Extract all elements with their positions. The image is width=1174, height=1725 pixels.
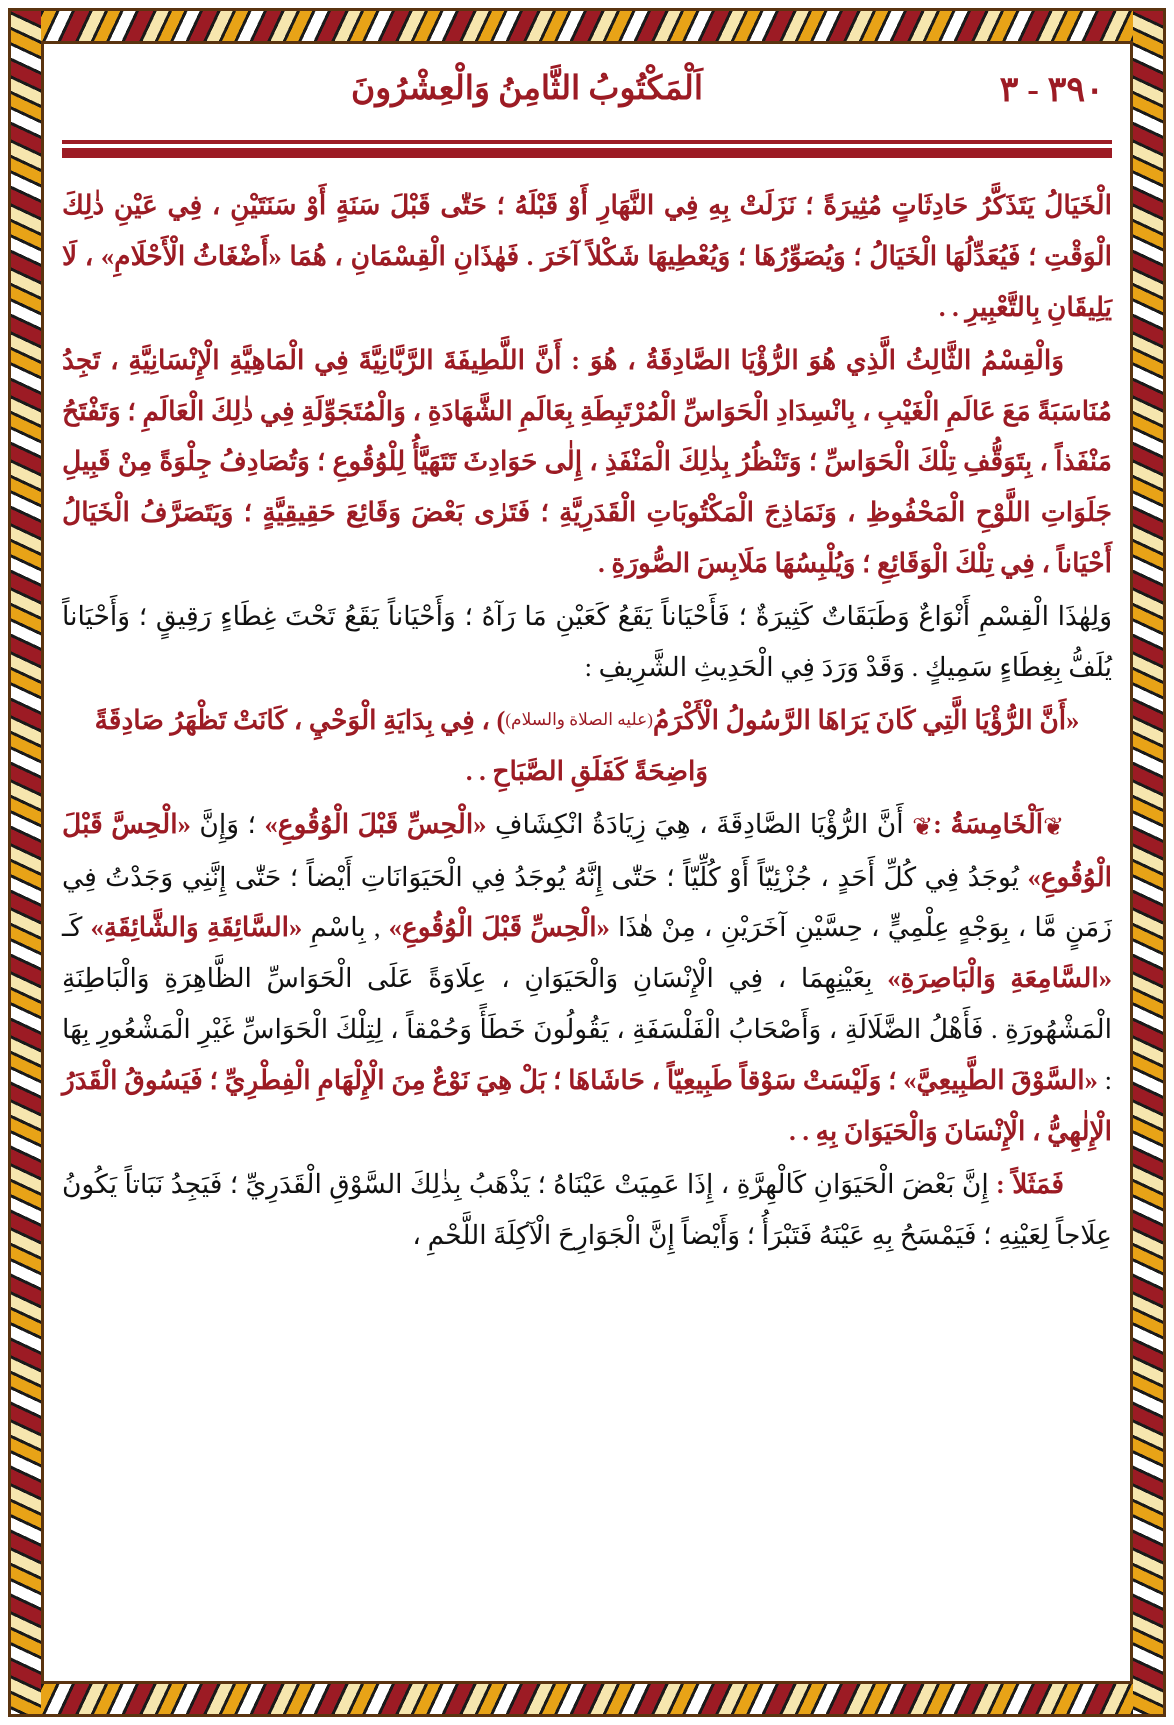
para5-quote-1: «الْحِسِّ قَبْلَ الْوُقُوعِ» — [264, 808, 487, 839]
border-band-left — [11, 11, 41, 1714]
para5-quote-4: «السَّائِقَةِ وَالشَّائِقَةِ» — [90, 912, 303, 943]
body-text — [62, 180, 1112, 1261]
para5-black-3: يُوجَدُ فِي كُلِّ أَحَدٍ ، جُزْئِيّاً أَوْ كُلِّيّاً ؛ حَتّٰى إِنَّهُ يُوجَدُ فِي الْحَيَوَانَاتِ أَيْضاً ؛ حَتّٰى إِنَّنِي وَجَدْتُ فِي زَمَنٍ مَّا ، بِوَجْهٍ عِلْمِيٍّ ، حِسَّيْنِ آخَرَيْنِ ، مِنْ هٰذَا — [62, 861, 1113, 943]
hadith-text-after: ) ، فِي بِدَايَةِ الْوَحْيِ ، كَانَتْ تَظْهَرُ صَادِقَةً وَاضِحَةً كَفَلَقِ الصَّبَاحِ . . — [94, 704, 709, 786]
para5-black-2: ؛ وَإِنَّ — [199, 808, 256, 839]
honorific-sallallahu-icon: (عليه الصلاة والسلام) — [505, 709, 653, 729]
para5-black-5: كَـ — [62, 912, 83, 943]
header-rule-thin — [62, 140, 1112, 144]
paragraph-3 — [62, 591, 1112, 693]
para5-black-4: , بِاسْمِ — [310, 912, 381, 943]
hadith-text-before: «أَنَّ الرُّؤْيَا الَّتِي كَانَ يَرَاهَا الرَّسُولُ الْأَكْرَمُ — [652, 704, 1080, 735]
paragraph-6 — [62, 1159, 1112, 1261]
border-band-bottom — [11, 1684, 1163, 1714]
chapter-title: اَلْمَكْتُوبُ الثَّامِنُ وَالْعِشْرُونَ — [350, 71, 704, 107]
page-content — [62, 58, 1112, 1669]
para5-quote-6: «السَّوْقَ الطَّبِيعِيَّ» ؛ وَلَيْسَتْ سَوْقاً طَبِيعِيّاً ، حَاشَاهَا ؛ بَلْ هِيَ نَوْعٌ مِنَ الْإِلْهَامِ الْفِطْرِيِّ ؛ فَيَسُوقُ الْقَدَرُ الْإِلٰهِيُّ ، الْإِنْسَانَ وَالْحَيَوَانَ بِهِ . . — [62, 1065, 1112, 1146]
paragraph-2: وَالْقِسْمُ الثَّالِثُ الَّذِي هُوَ الرُّؤْيَا الصَّادِقَةُ ، هُوَ : أَنَّ اللَّطِيفَةَ الرَّبَّانِيَّةَ فِي الْمَاهِيَّةِ الْإِنْسَانِيَّةِ ، تَجِدُ مُنَاسَبَةً مَعَ عَالَمِ الْغَيْبِ ، بِانْسِدَادِ الْحَوَاسِّ الْمُرْتَبِطَةِ بِعَالَمِ الشَّهَادَةِ ، وَالْمُتَجَوِّلَةِ فِي ذٰلِكَ الْعَالَمِ ؛ وَتَفْتَحُ مَنْفَذاً ، بِتَوَقُّفِ تِلْكَ الْحَوَاسِّ ؛ وَتَنْظُرُ بِذٰلِكَ الْمَنْفَذِ ، إِلٰى حَوَادِثَ تَتَهَيَّأُ لِلْوُقُوعِ ؛ وَتُصَادِفُ جِلْوَةً مِنْ قَبِيلِ جَلَوَاتِ اللَّوْحِ الْمَحْفُوظِ ، وَنَمَاذِجَ الْمَكْتُوبَاتِ الْقَدَرِيَّةِ ؛ فَتَرٰى بَعْضَ وَقَائِعَ حَقِيقِيَّةٍ ؛ وَيَتَصَرَّفُ الْخَيَالُ أَحْيَاناً ، فِي تِلْكَ الْوَقَائِعِ ؛ وَيُلْبِسُهَا مَلَابِسَ الصُّورَةِ . — [62, 344, 1112, 579]
header-rule-thick — [62, 148, 1112, 158]
paragraph-3-text: وَلِهٰذَا الْقِسْمِ أَنْوَاعٌ وَطَبَقَاتٌ كَثِيرَةٌ ؛ فَأَحْيَاناً يَقَعُ كَعَيْنِ مَا رَآهُ ؛ وَأَحْيَاناً يَقَعُ تَحْتَ غِطَاءٍ رَقِيقٍ ؛ وَأَحْيَاناً يُلَفُّ بِغِطَاءٍ سَمِيكٍ . وَقَدْ وَرَدَ فِي الْحَدِيثِ الشَّرِيفِ : — [62, 601, 1112, 682]
paragraph-1: الْخَيَالُ يَتَذَكَّرُ حَادِثَاتٍ مُثِيرَةً ؛ نَزَلَتْ بِهِ فِي النَّهَارِ أَوْ قَبْلَهُ ؛ حَتّٰى قَبْلَ سَنَةٍ أَوْ سَنَتَيْنِ ، فِي عَيْنِ ذٰلِكَ الْوَقْتِ ؛ فَيُعَدِّلُهَا الْخَيَالُ ؛ وَيُصَوِّرُهَا ؛ وَيُعْطِيهَا شَكْلاً آخَرَ . فَهٰذَانِ الْقِسْمَانِ ، هُمَا «أَضْغَاثُ الْأَحْلَامِ» ، لَا يَلِيقَانِ بِالتَّعْبِيرِ . . — [62, 190, 1112, 322]
para5-black-1: أَنَّ الرُّؤْيَا الصَّادِقَةَ ، هِيَ زِيَادَةُ انْكِشَافِ — [495, 808, 904, 839]
page-number: ٣٩٠ - ٣ — [999, 70, 1104, 109]
para5-quote-2: «الْحِسَّ قَبْلَ الْوُقُوعِ» — [62, 808, 1113, 892]
fleuron-right-icon: ❦ — [1043, 813, 1065, 841]
fleuron-left-icon: ❦ — [912, 813, 934, 841]
page-header — [62, 58, 1112, 136]
para6-black: إِنَّ بَعْضَ الْحَيَوَانِ كَالْهِرَّةِ ، إِذَا عَمِيَتْ عَيْنَاهُ ؛ يَذْهَبُ بِذٰلِكَ السَّوْقِ الْقَدَرِيِّ ؛ فَيَجِدُ نَبَاتاً يَكُونُ عِلَاجاً لِعَيْنِهِ ؛ فَيَمْسَحُ بِهِ عَيْنَهُ فَتَبْرَأُ ؛ وَأَيْضاً إِنَّ الْجَوَارِحَ الْآكِلَةَ اللَّحْمِ ، — [62, 1168, 1112, 1250]
border-band-right — [1133, 11, 1163, 1714]
para5-quote-5: «السَّامِعَةِ وَالْبَاصِرَةِ» — [887, 963, 1112, 994]
paragraph-4-hadith — [62, 695, 1112, 797]
para5-quote-3: «الْحِسِّ قَبْلَ الْوُقُوعِ» — [388, 912, 610, 943]
para6-lead-red: فَمَثَلاً : — [996, 1168, 1065, 1199]
section-heading-fifth: اَلْخَامِسَةُ : — [933, 808, 1044, 839]
para5-black-6: بِعَيْنِهِمَا ، فِي الْإِنْسَانِ وَالْحَيَوَانِ ، عِلَاوَةً عَلَى الْحَوَاسِّ الظَّاهِرَةِ وَالْبَاطِنَةِ الْمَشْهُورَةِ . فَأَهْلُ الضَّلَالَةِ ، وَأَصْحَابُ الْفَلْسَفَةِ ، يَقُولُونَ خَطَأً وَحُمْقاً ، لِتِلْكَ الْحَوَاسِّ غَيْرِ الْمَشْعُورِ بِهَا : — [62, 963, 1112, 1095]
paragraph-5 — [62, 799, 1112, 1157]
border-band-top — [11, 11, 1163, 41]
